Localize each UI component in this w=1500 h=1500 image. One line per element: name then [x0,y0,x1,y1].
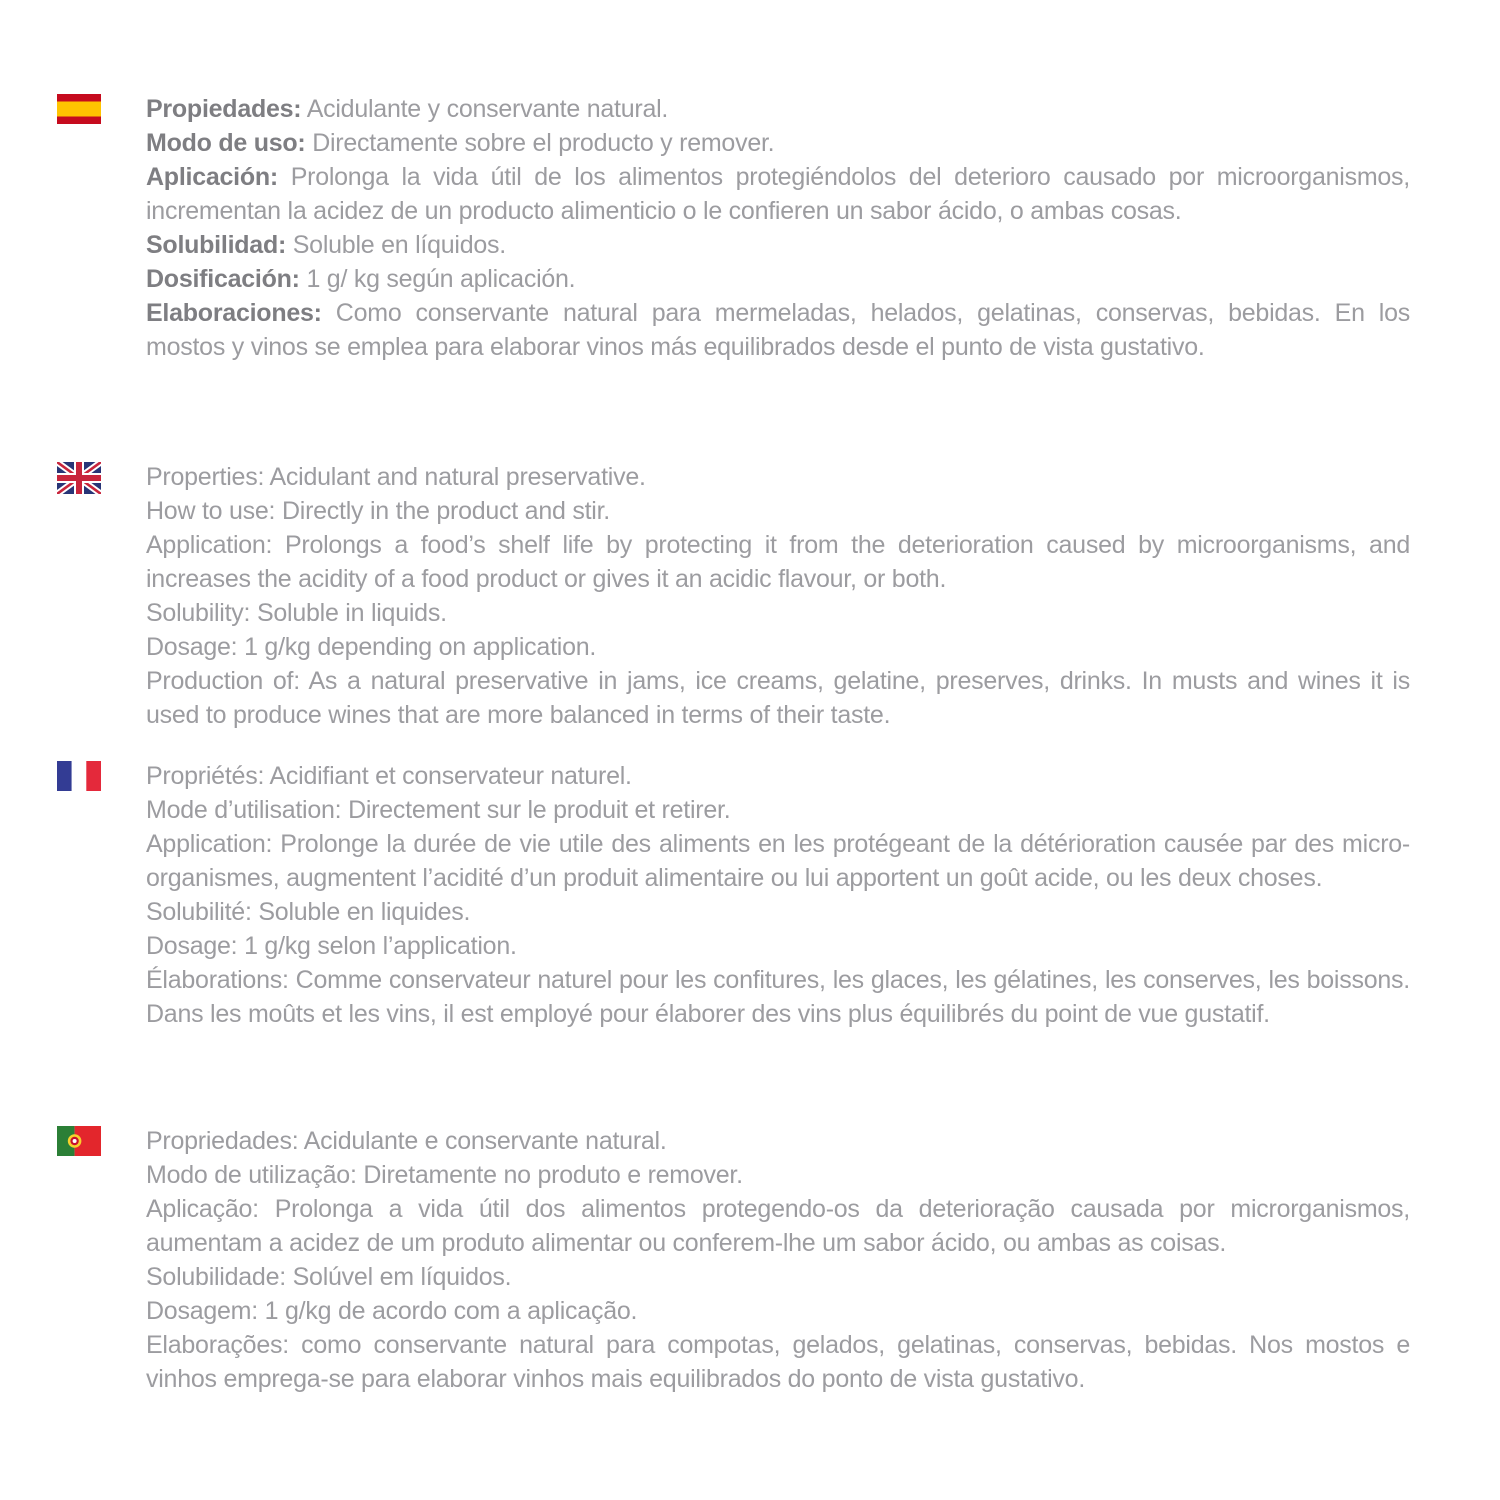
property-label: Modo de uso: [146,129,306,157]
property-text: Soluble in liquids. [256,599,447,627]
property-text: Como conservante natural para mermeladas, helados, gelatinas, conservas, bebidas. En los mostos y vinos se emplea para elaborar vinos más equilibrados desde el punto de vista gustativo. [146,299,1410,361]
property-item [146,793,1410,827]
section-text-block [146,759,1410,1031]
property-text: Diretamente no produto e remover. [363,1161,743,1189]
property-text: Prolonga a vida útil dos alimentos protegendo-os da deterioração causada por microrganismos, aumentam a acidez de um produto alimentar ou conferem-lhe um sabor ácido, ou ambas as coisas. [146,1195,1410,1257]
property-label: Application: [146,531,273,559]
property-item [146,1260,1410,1294]
property-text: como conservante natural para compotas, gelados, gelatinas, conservas, bebidas. Nos mostos e vinhos emprega-se para elaborar vinhos mais equilibrados do ponto de vista gustativo. [146,1331,1410,1393]
property-item [146,664,1410,732]
property-label: How to use: [146,497,276,525]
property-label: Dosagem: [146,1297,258,1325]
property-item [146,895,1410,929]
property-item [146,827,1410,895]
property-text: Prolonge la durée de vie utile des aliments en les protégeant de la détérioration causée par des micro-organismes, augmentent l’acidité d’un produit alimentaire ou lui apportent un goût acide, ou les deux choses. [146,830,1410,892]
property-text: Acidulante y conservante natural. [306,95,669,123]
property-item [146,963,1410,1031]
property-text: Comme conservateur naturel pour les confitures, les glaces, les gélatines, les conserves, les boissons. Dans les moûts et les vins, il est employé pour élaborer des vins plus équilibrés du point de vue gustatif. [146,966,1410,1028]
property-item [146,929,1410,963]
property-item [146,228,1410,262]
section-text-block [146,1124,1410,1396]
property-item [146,630,1410,664]
property-item [146,460,1410,494]
property-item [146,1294,1410,1328]
property-item [146,596,1410,630]
france-flag-icon [57,761,101,791]
property-item [146,262,1410,296]
property-label: Propriétés: [146,762,265,790]
property-label: Solubilité: [146,898,252,926]
property-label: Dosage: [146,633,238,661]
property-text: 1 g/kg selon l’application. [244,932,517,960]
property-label: Elaborações: [146,1331,289,1359]
property-text: Soluble en líquidos. [292,231,506,259]
property-item [146,160,1410,228]
property-item [146,1158,1410,1192]
property-label: Propriedades: [146,1127,299,1155]
section-text-block [146,460,1410,732]
property-text: Acidifiant et conservateur naturel. [269,762,632,790]
property-text: Acidulant and natural preservative. [269,463,646,491]
portugal-flag-icon [57,1126,101,1156]
property-label: Aplicación: [146,163,278,191]
property-item [146,296,1410,364]
property-text: Acidulante e conservante natural. [303,1127,667,1155]
property-text: Soluble en liquides. [258,898,471,926]
property-item [146,1328,1410,1396]
property-label: Elaboraciones: [146,299,322,327]
property-text: Solúvel em líquidos. [292,1263,512,1291]
property-label: Properties: [146,463,265,491]
property-label: Mode d’utilisation: [146,796,342,824]
property-item [146,528,1410,596]
property-label: Propiedades: [146,95,302,123]
property-text: Directement sur le produit et retirer. [348,796,731,824]
property-label: Application: [146,830,273,858]
property-text: 1 g/kg de acordo com a aplicação. [264,1297,638,1325]
property-text: As a natural preservative in jams, ice creams, gelatine, preserves, drinks. In musts and wines it is used to produce wines that are more balanced in terms of their taste. [146,667,1410,729]
spain-flag-icon [57,94,101,124]
property-label: Élaborations: [146,966,289,994]
property-text: 1 g/kg depending on application. [244,633,597,661]
property-item [146,1192,1410,1260]
section-text-block [146,92,1410,364]
property-text: Prolonga la vida útil de los alimentos protegiéndolos del deterioro causado por microorganismos, incrementan la acidez de un producto alimenticio o le confieren un sabor ácido, o ambas cosas. [146,163,1410,225]
property-text: Prolongs a food’s shelf life by protecting it from the deterioration caused by microorganisms, and increases the acidity of a food product or gives it an acidic flavour, or both. [146,531,1410,593]
property-item [146,126,1410,160]
property-label: Solubilidade: [146,1263,286,1291]
property-label: Modo de utilização: [146,1161,357,1189]
property-text: Directly in the product and stir. [281,497,610,525]
property-label: Dosage: [146,932,238,960]
property-label: Dosificación: [146,265,300,293]
property-item [146,494,1410,528]
property-text: 1 g/ kg según aplicación. [306,265,576,293]
property-item [146,92,1410,126]
uk-flag-icon [57,462,101,494]
property-text: Directamente sobre el producto y remover. [312,129,775,157]
property-item [146,1124,1410,1158]
property-label: Production of: [146,667,300,695]
property-label: Solubility: [146,599,251,627]
property-label: Solubilidad: [146,231,287,259]
property-item [146,759,1410,793]
property-label: Aplicação: [146,1195,259,1223]
